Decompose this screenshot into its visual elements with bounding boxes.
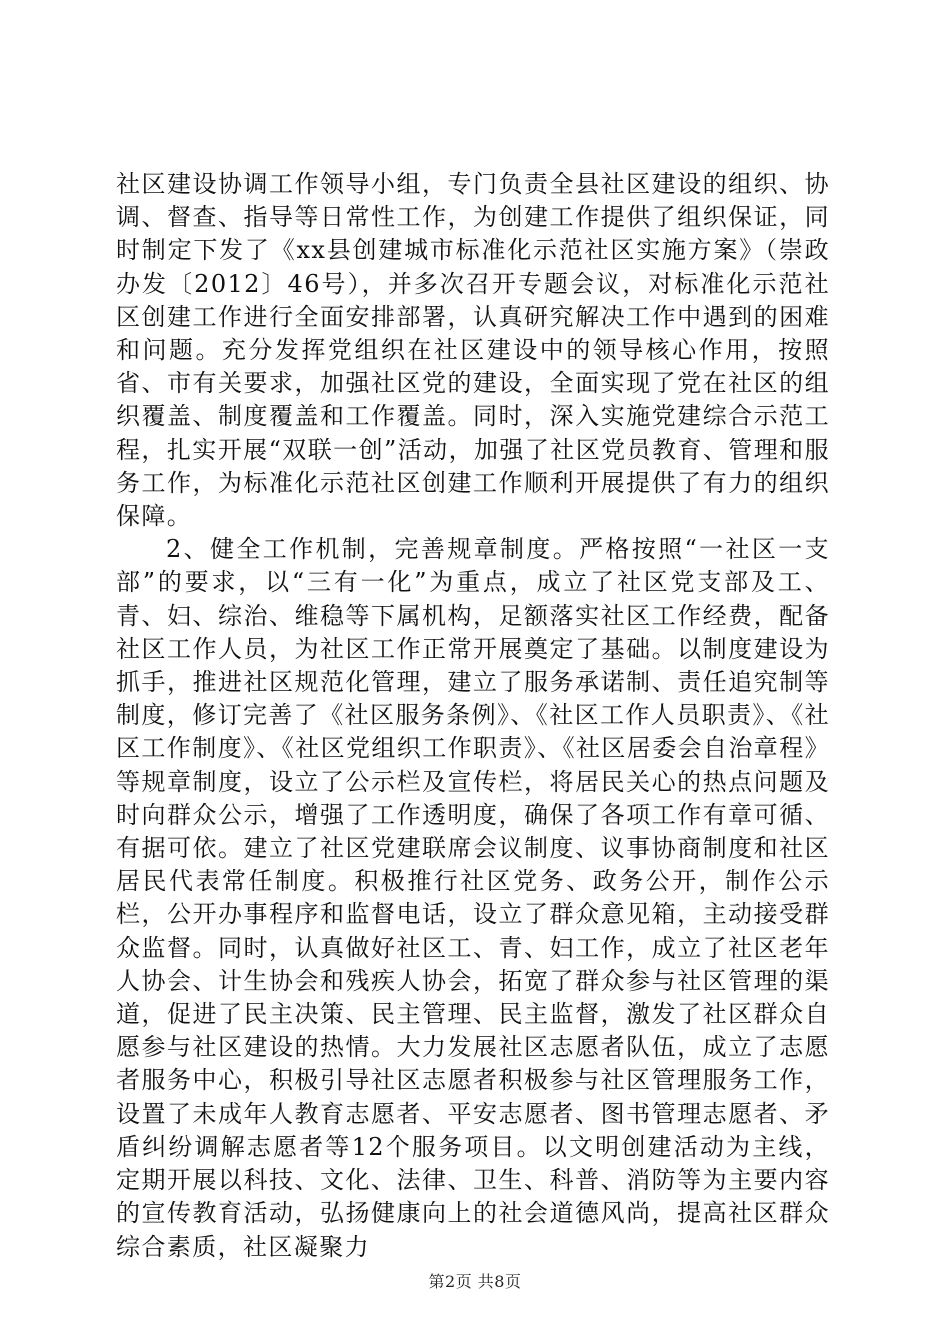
- paragraph-section-2: 2、健全工作机制，完善规章制度。严格按照“一社区一支部”的要求，以“三有一化”为重点，成立了社区党支部及工、青、妇、综治、维稳等下属机构，足额落实社区工作经费，配备社区工作人员，为社区工作正常开展奠定了基础。以制度建设为抓手，推进社区规范化管理，建立了服务承诺制、责任追究制等制度，修订完善了《社区服务条例》、《社区工作人员职责》、《社区工作制度》、《社区党组织工作职责》、《社区居委会自治章程》等规章制度，设立了公示栏及宣传栏，将居民关心的热点问题及时向群众公示，增强了工作透明度，确保了各项工作有章可循、有据可依。建立了社区党建联席会议制度、议事协商制度和社区居民代表常任制度。积极推行社区党务、政务公开，制作公示栏，公开办事程序和监督电话，设立了群众意见箱，主动接受群众监督。同时，认真做好社区工、青、妇工作，成立了社区老年人协会、计生协会和残疾人协会，拓宽了群众参与社区管理的渠道，促进了民主决策、民主管理、民主监督，激发了社区群众自愿参与社区建设的热情。大力发展社区志愿者队伍，成立了志愿者服务中心，积极引导社区志愿者积极参与社区管理服务工作，设置了未成年人教育志愿者、平安志愿者、图书管理志愿者、矛盾纠纷调解志愿者等12个服务项目。以文明创建活动为主线，定期开展以科技、文化、法律、卫生、科普、消防等为主要内容的宣传教育活动，弘扬健康向上的社会道德风尚，提高社区群众综合素质，社区凝聚力: [116, 535, 830, 1261]
- document-body: [116, 168, 830, 1264]
- paragraph-continuation: 社区建设协调工作领导小组，专门负责全县社区建设的组织、协调、督查、指导等日常性工作，为创建工作提供了组织保证，同时制定下发了《xx县创建城市标准化示范社区实施方案》（崇政办发〔2012〕46号），并多次召开专题会议，对标准化示范社区创建工作进行全面安排部署，认真研究解决工作中遇到的困难和问题。充分发挥党组织在社区建设中的领导核心作用，按照省、市有关要求，加强社区党的建设，全面实现了党在社区的组织覆盖、制度覆盖和工作覆盖。同时，深入实施党建综合示范工程，扎实开展“双联一创”活动，加强了社区党员教育、管理和服务工作，为标准化示范社区创建工作顺利开展提供了有力的组织保障。: [116, 170, 830, 531]
- page-footer: 第2页 共8页: [428, 1272, 522, 1291]
